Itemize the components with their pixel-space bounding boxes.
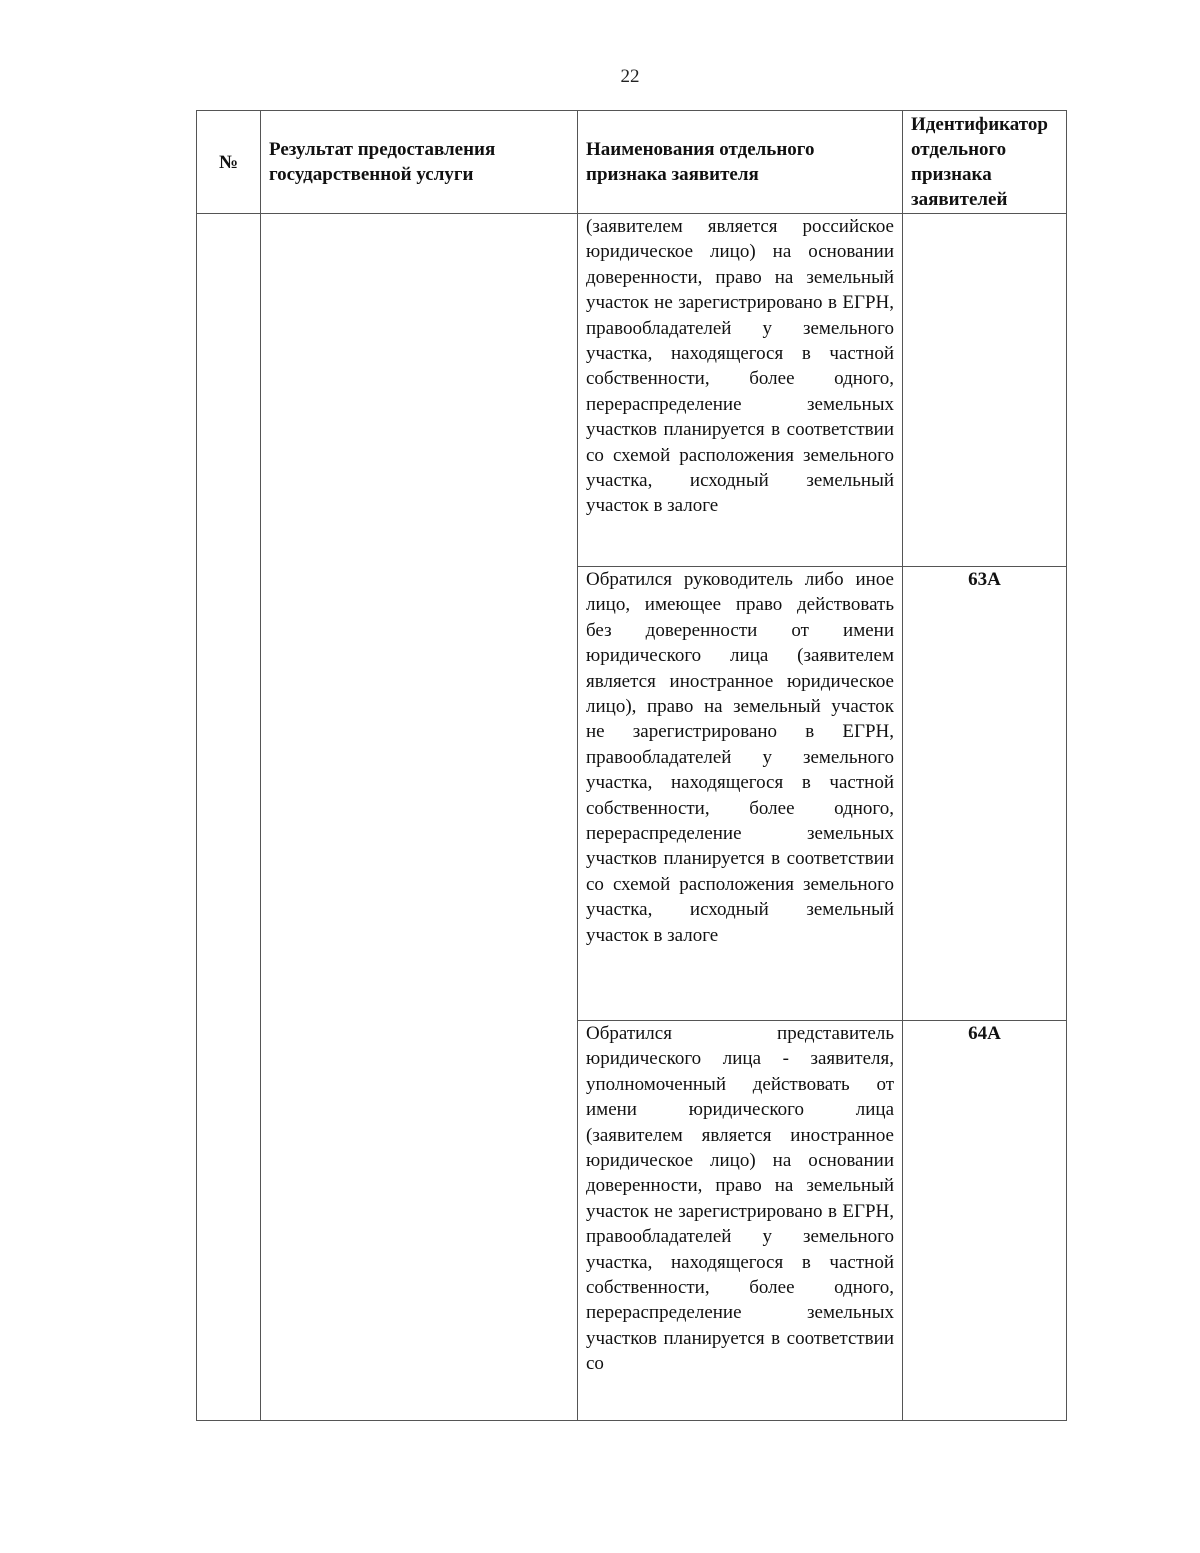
- header-number: №: [197, 111, 261, 214]
- feature-name-cell: Обратился представитель юридического лица - заявителя, уполномоченный действовать от имени юридического лица (заявителем является иностранное юридическое лицо) на основании доверенности, право на земельный участок не зарегистрировано в ЕГРН, правообладателей у земельного участка, находящегося в частной собственности, более одного, перераспределение земельных участков планируется в соответствии со: [578, 1021, 903, 1421]
- table-body: [197, 214, 1067, 1421]
- feature-name-cell: Обратился руководитель либо иное лицо, имеющее право действовать без доверенности от имени юридического лица (заявителем является иностранное юридическое лицо), право на земельный участок не зарегистрировано в ЕГРН, правообладателей у земельного участка, находящегося в частной собственности, более одного, перераспределение земельных участков планируется в соответствии со схемой расположения земельного участка, исходный земельный участок в залоге: [578, 567, 903, 1021]
- feature-id-cell: 64А: [903, 1021, 1067, 1421]
- page-number: 22: [620, 66, 640, 87]
- feature-name-cell: (заявителем является российское юридическое лицо) на основании доверенности, право на земельный участок не зарегистрировано в ЕГРН, правообладателей у земельного участка, находящегося в частной собственности, более одного, перераспределение земельных участков планируется в соответствии со схемой расположения земельного участка, исходный земельный участок в залоге: [578, 214, 903, 567]
- table-header: [197, 111, 1067, 214]
- row-number-cell: [197, 214, 261, 1421]
- header-feature-name: Наименования отдельного признака заявителя: [578, 111, 903, 214]
- feature-id-cell: 63А: [903, 567, 1067, 1021]
- header-feature-id: Идентификатор отдельного признака заявителей: [903, 111, 1067, 214]
- criteria-table: [196, 110, 1067, 1421]
- table-row: [197, 214, 1067, 567]
- header-row: [197, 111, 1067, 214]
- row-result-cell: [261, 214, 578, 1421]
- header-result: Результат предоставления государственной услуги: [261, 111, 578, 214]
- feature-id-cell: [903, 214, 1067, 567]
